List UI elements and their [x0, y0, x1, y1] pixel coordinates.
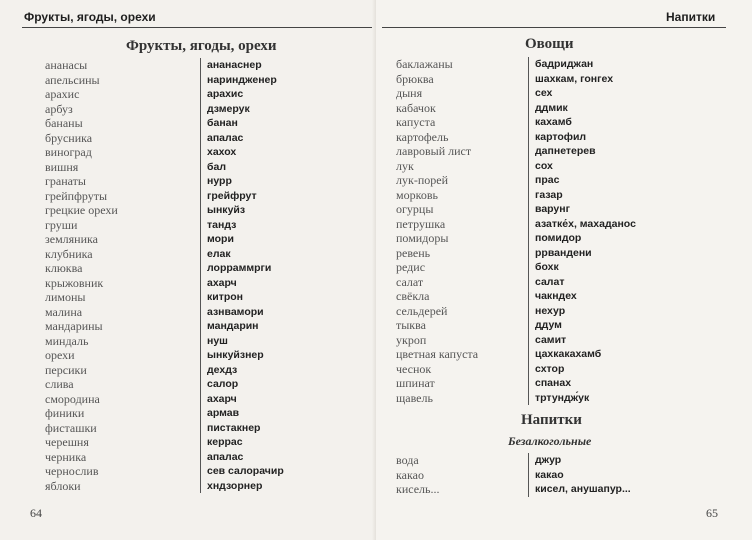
vegetable-translation: помидор: [535, 232, 582, 245]
fruit-entry: яблоки: [45, 478, 81, 493]
vegetable-translation: дапнетерев: [535, 145, 596, 158]
fruit-entry: грецкие орехи: [45, 203, 118, 218]
fruit-translation: мори: [207, 233, 234, 246]
vegetable-entry: лук: [396, 158, 414, 173]
fruit-translation: хахох: [207, 146, 237, 159]
vegetable-translation: бадриджан: [535, 58, 594, 70]
fruit-translation: керрас: [207, 436, 243, 449]
vegetable-translation: цахкакахамб: [535, 348, 602, 361]
vegetables-russian-column: [396, 57, 478, 405]
fruit-translation: сев салорачир: [207, 465, 284, 478]
vegetable-translation: сох: [535, 159, 553, 172]
vegetable-translation: ддум: [535, 319, 562, 332]
vegetable-entry: редис: [396, 260, 426, 275]
drink-entry: кисель...: [396, 482, 440, 497]
fruit-entry: черешня: [45, 435, 89, 450]
vegetable-entry: свёкла: [396, 289, 430, 304]
vegetable-entry: помидоры: [396, 231, 449, 246]
vegetable-translation: сех: [535, 87, 553, 100]
section-title-drinks: Напитки: [521, 412, 582, 428]
fruit-translation: пистакнер: [207, 421, 261, 434]
vegetable-entry: щавель: [396, 390, 433, 405]
fruit-entry: лимоны: [45, 290, 86, 305]
fruit-entry: мандарины: [45, 319, 103, 334]
vegetable-entry: капуста: [396, 115, 436, 130]
vegetable-entry: картофель: [396, 129, 449, 144]
vegetable-entry: сельдерей: [396, 303, 448, 318]
fruit-translation: ахарч: [207, 392, 237, 405]
fruit-entry: бананы: [45, 116, 83, 131]
fruit-translation: лорраммрги: [207, 262, 272, 275]
fruit-translation: елак: [207, 247, 231, 260]
running-head-right: Напитки: [666, 10, 716, 24]
vegetable-translation: бохк: [535, 261, 559, 274]
vegetables-translation-column: [528, 57, 636, 405]
fruit-entry: смородина: [45, 391, 100, 406]
vegetable-translation: спанах: [535, 377, 572, 390]
vegetable-translation: азатке́х, махаданос: [535, 217, 636, 230]
vegetable-entry: морковь: [396, 187, 438, 202]
fruit-entry: финики: [45, 406, 85, 421]
fruit-entry: клубника: [45, 246, 93, 261]
fruit-translation: ананаснер: [207, 59, 262, 71]
drink-translation: кисел, анушапур...: [535, 483, 631, 496]
vegetable-entry: шпинат: [396, 376, 435, 391]
fruit-entry: виноград: [45, 145, 92, 160]
vegetable-entry: баклажаны: [396, 57, 453, 71]
vegetable-translation: кахамб: [535, 116, 572, 129]
vegetable-translation: схтор: [535, 362, 565, 375]
fruit-entry: персики: [45, 362, 87, 377]
fruit-entry: арахис: [45, 87, 80, 102]
fruit-entry: грейпфруты: [45, 188, 108, 203]
fruit-entry: земляника: [45, 232, 98, 247]
fruit-entry: орехи: [45, 348, 75, 363]
fruit-entry: гранаты: [45, 174, 86, 189]
section-title-fruits: Фрукты, ягоды, орехи: [126, 38, 277, 54]
fruit-translation: банан: [207, 117, 238, 130]
fruit-entry: миндаль: [45, 333, 89, 348]
vegetable-entry: кабачок: [396, 100, 436, 115]
vegetable-entry: петрушка: [396, 216, 446, 231]
fruit-translation: мандарин: [207, 320, 259, 333]
drink-entry: какао: [396, 467, 424, 482]
fruit-translation: грейфрут: [207, 189, 257, 202]
vegetable-translation: чакндех: [535, 290, 577, 303]
fruit-translation: нурр: [207, 175, 232, 188]
fruit-entry: клюква: [45, 261, 83, 276]
fruit-translation: азнвамори: [207, 305, 264, 318]
fruit-entry: вишня: [45, 159, 79, 174]
fruit-entry: малина: [45, 304, 83, 319]
vegetable-entry: лавровый лист: [396, 144, 472, 159]
fruit-translation: арахис: [207, 88, 244, 101]
fruit-translation: ынкуйзнер: [207, 349, 264, 362]
vegetable-entry: тыква: [396, 318, 426, 333]
header-rule-right: [382, 27, 726, 28]
fruit-translation: хндзорнер: [207, 479, 263, 492]
vegetable-translation: картофил: [535, 130, 587, 143]
drink-translation: какао: [535, 468, 564, 481]
fruit-translation: апалас: [207, 450, 244, 463]
fruit-entry: фисташки: [45, 420, 97, 435]
fruit-entry: ананасы: [45, 58, 88, 72]
vegetable-entry: лук-порей: [396, 173, 448, 188]
running-head-left: Фрукты, ягоды, орехи: [24, 10, 156, 24]
vegetable-translation: ддмик: [535, 101, 568, 114]
fruit-translation: бал: [207, 160, 226, 173]
fruit-entry: арбуз: [45, 101, 73, 116]
vegetable-entry: огурцы: [396, 202, 434, 217]
fruit-translation: ахарч: [207, 276, 237, 289]
subsection-nonalcoholic: Безалкогольные: [508, 434, 592, 448]
fruit-translation: дехдз: [207, 363, 238, 376]
fruit-translation: армав: [207, 407, 240, 420]
fruit-translation: нуш: [207, 334, 228, 347]
fruit-translation: ынкуйз: [207, 204, 246, 217]
vegetable-translation: шахкам, гонгех: [535, 72, 614, 85]
page-number-right: 65: [706, 506, 718, 520]
vegetable-translation: самит: [535, 333, 567, 346]
drink-entry: вода: [396, 453, 419, 467]
vegetable-entry: брюква: [396, 71, 434, 86]
drinks-russian-column: [396, 453, 440, 497]
right-page: [376, 0, 752, 540]
vegetable-entry: укроп: [396, 332, 427, 347]
drink-translation: джур: [535, 454, 562, 466]
vegetable-translation: тртундж́ук: [535, 391, 590, 404]
vegetable-translation: ррвандени: [535, 246, 592, 259]
fruit-translation: салор: [207, 378, 239, 391]
header-rule-left: [22, 27, 372, 28]
fruit-translation: нариндженер: [207, 73, 277, 86]
page-number-left: 64: [30, 506, 42, 520]
vegetable-translation: газар: [535, 188, 563, 201]
fruit-translation: тандз: [207, 218, 237, 231]
drinks-translation-column: [528, 453, 631, 497]
vegetable-entry: чеснок: [396, 361, 432, 376]
vegetable-translation: варунг: [535, 203, 570, 216]
section-title-vegetables: Овощи: [525, 36, 574, 52]
fruit-entry: крыжовник: [45, 275, 104, 290]
vegetable-entry: дыня: [396, 86, 423, 101]
fruit-entry: груши: [45, 217, 78, 232]
vegetable-entry: ревень: [396, 245, 431, 260]
vegetable-entry: салат: [396, 274, 424, 289]
fruit-entry: черника: [45, 449, 87, 464]
vegetable-translation: салат: [535, 275, 565, 288]
fruit-translation: китрон: [207, 291, 244, 304]
fruit-entry: апельсины: [45, 72, 100, 87]
fruit-translation: дзмерук: [207, 102, 250, 115]
vegetable-translation: прас: [535, 174, 560, 187]
fruits-russian-column: [45, 58, 118, 493]
fruit-translation: апалас: [207, 131, 244, 144]
fruit-entry: чернослив: [45, 464, 99, 479]
fruits-translation-column: [200, 58, 284, 493]
fruit-entry: слива: [45, 377, 74, 392]
vegetable-translation: нехур: [535, 304, 566, 317]
fruit-entry: брусника: [45, 130, 93, 145]
vegetable-entry: цветная капуста: [396, 347, 479, 362]
